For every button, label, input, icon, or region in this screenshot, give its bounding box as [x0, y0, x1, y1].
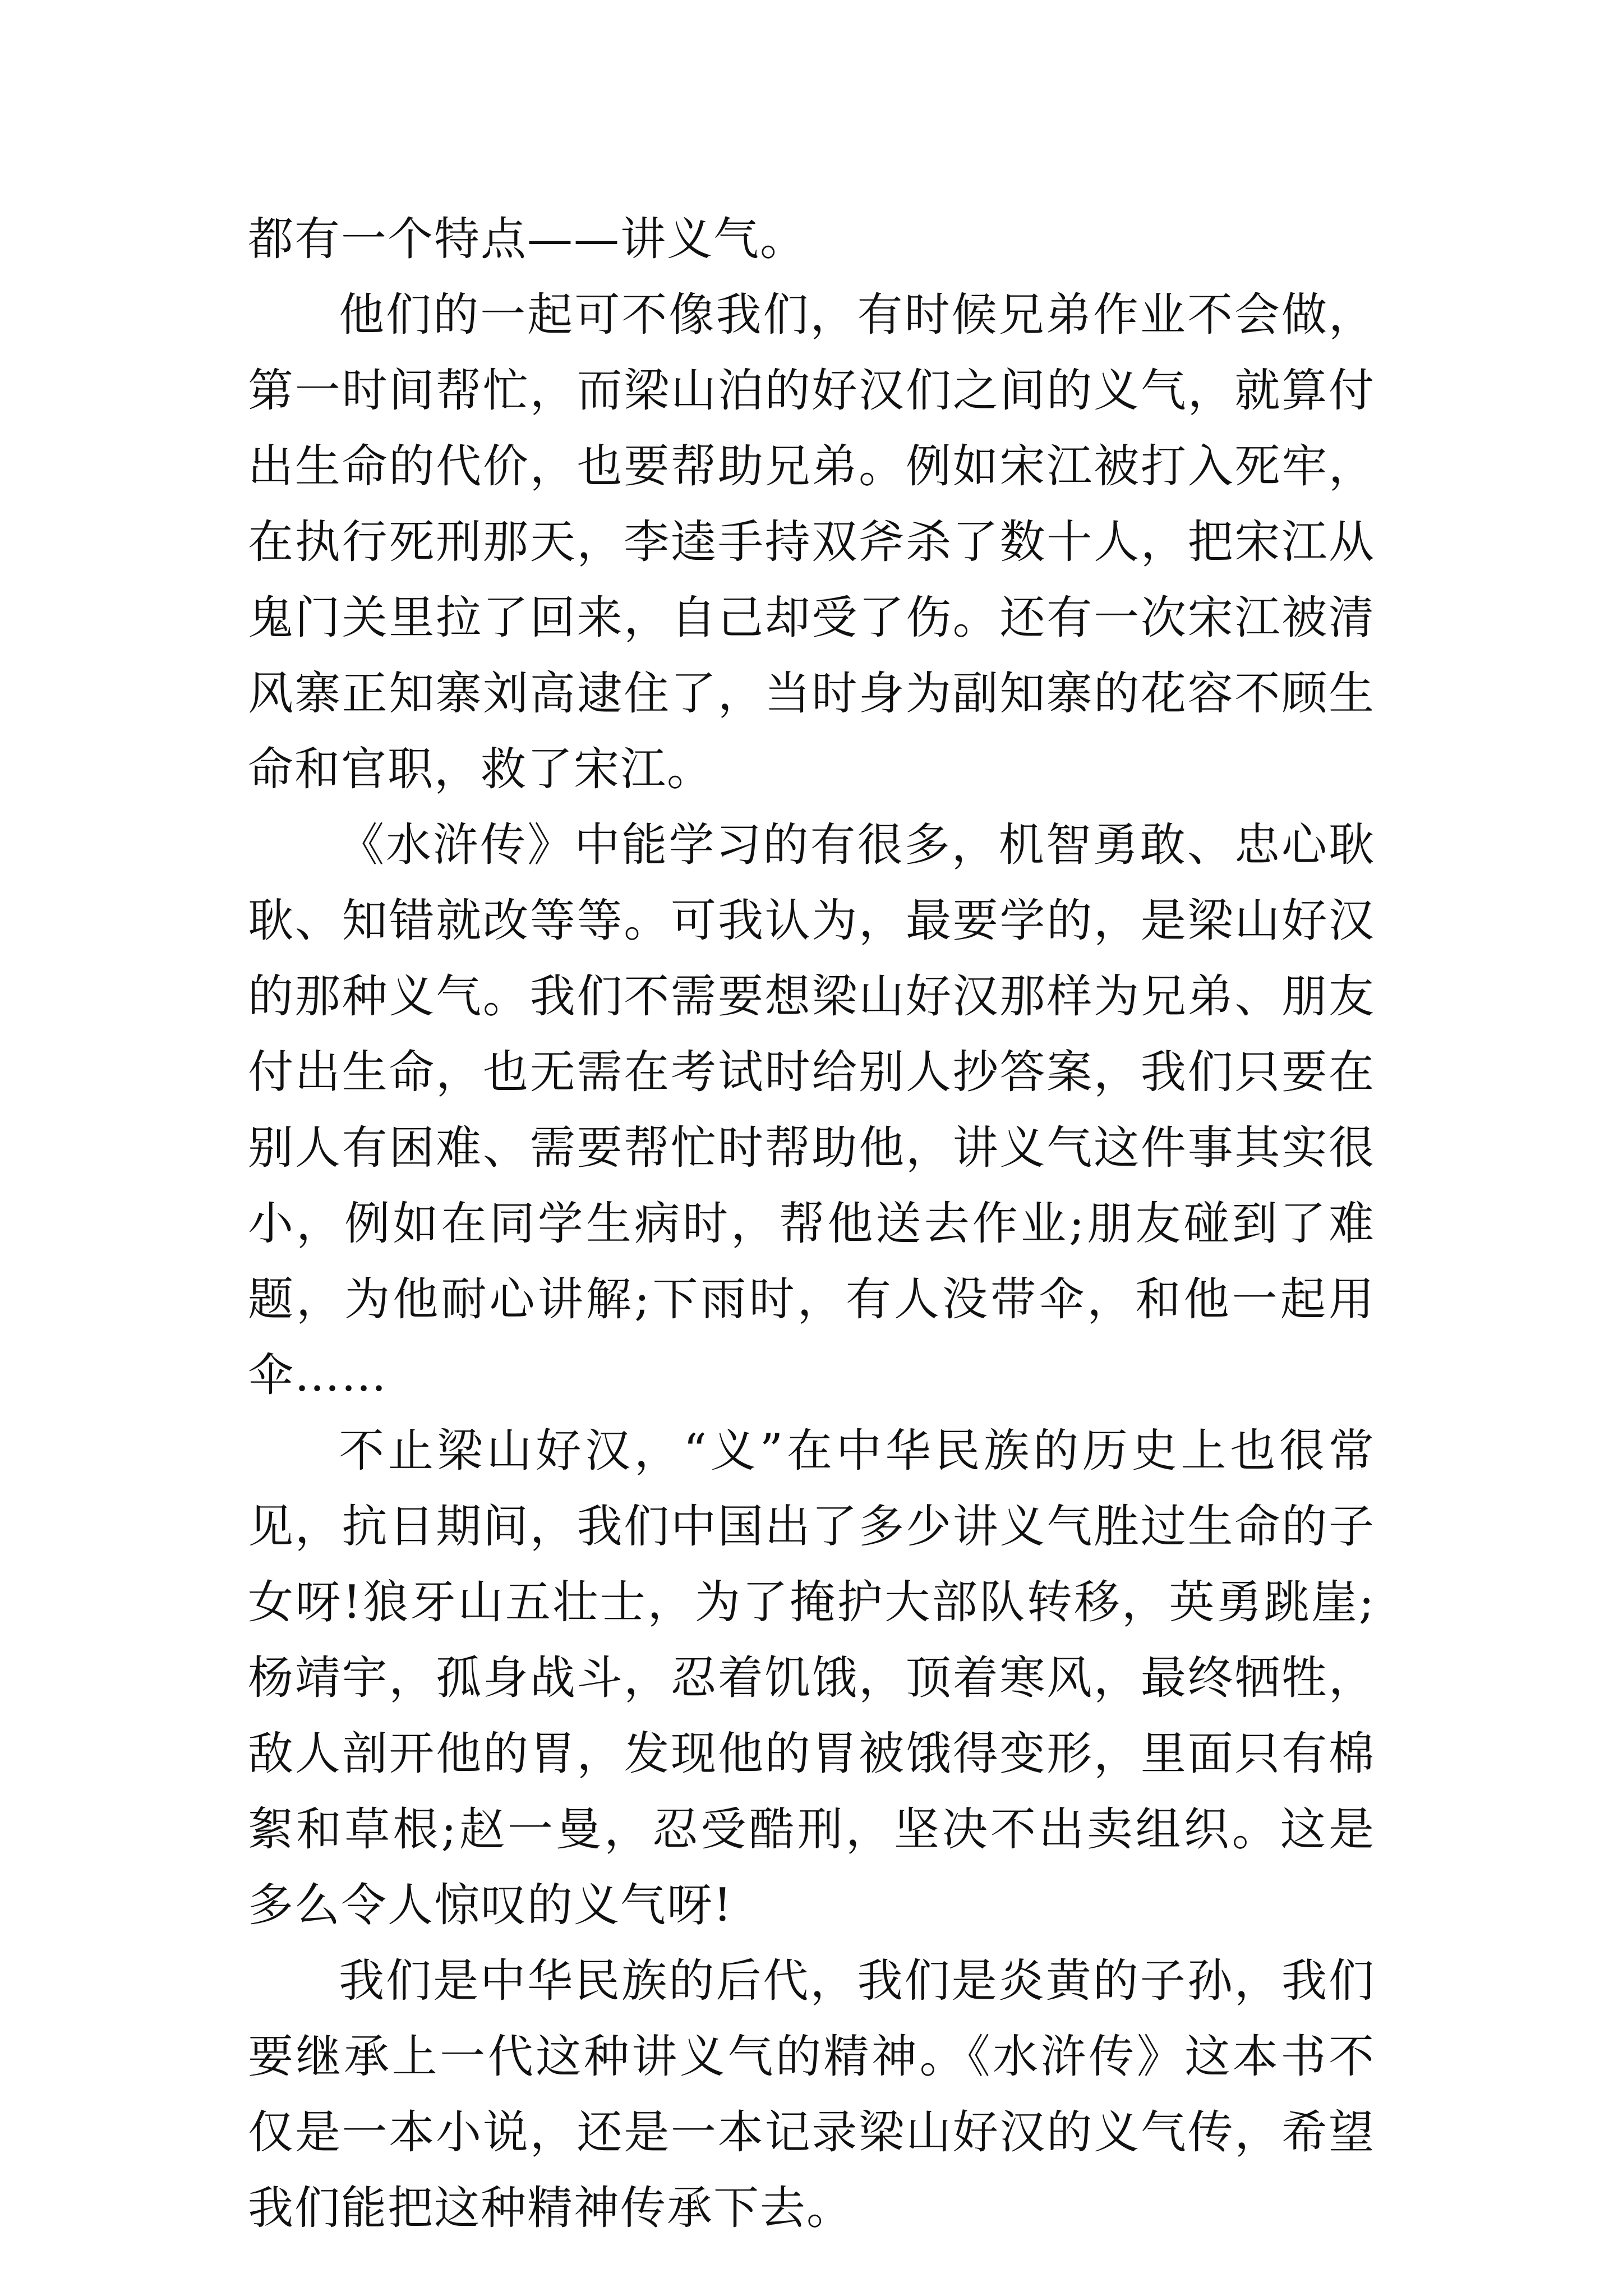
paragraph-5: 我们是中华民族的后代，我们是炎黄的子孙，我们要继承上一代这种讲义气的精神。《水浒传》这本书不仅是一本小说，还是一本记录梁山好汉的义气传，希望我们能把这种精神传承下去。 [248, 1955, 1375, 2235]
paragraph-4: 不止梁山好汉，“义”在中华民族的历史上也很常见，抗日期间，我们中国出了多少讲义气胜过生命的子女呀!狼牙山五壮士，为了掩护大部队转移，英勇跳崖;杨靖宇，孤身战斗，忍着饥饿，顶着寒风，最终牺牲，敌人剖开他的胃，发现他的胃被饿得变形，里面只有棉絮和草根;赵一曼，忍受酷刑，坚决不出卖组织。这是多么令人惊叹的义气呀! [248, 1425, 1375, 1932]
paragraph-3: 《水浒传》中能学习的有很多，机智勇敢、忠心耿耿、知错就改等等。可我认为，最要学的，是梁山好汉的那种义气。我们不需要想梁山好汉那样为兄弟、朋友付出生命，也无需在考试时给别人抄答案，我们只要在别人有困难、需要帮忙时帮助他，讲义气这件事其实很小，例如在同学生病时，帮他送去作业;朋友碰到了难题，为他耐心讲解;下雨时，有人没带伞，和他一起用伞…… [248, 819, 1375, 1402]
paragraph-2: 他们的一起可不像我们，有时候兄弟作业不会做，第一时间帮忙，而梁山泊的好汉们之间的义气，就算付出生命的代价，也要帮助兄弟。例如宋江被打入死牢，在执行死刑那天，李逵手持双斧杀了数十人，把宋江从鬼门关里拉了回来，自己却受了伤。还有一次宋江被清风寨正知寨刘高逮住了，当时身为副知寨的花容不顾生命和官职，救了宋江。 [248, 289, 1375, 796]
essay-body [248, 202, 1375, 2247]
paragraph-1: 都有一个特点——讲义气。 [248, 213, 807, 266]
